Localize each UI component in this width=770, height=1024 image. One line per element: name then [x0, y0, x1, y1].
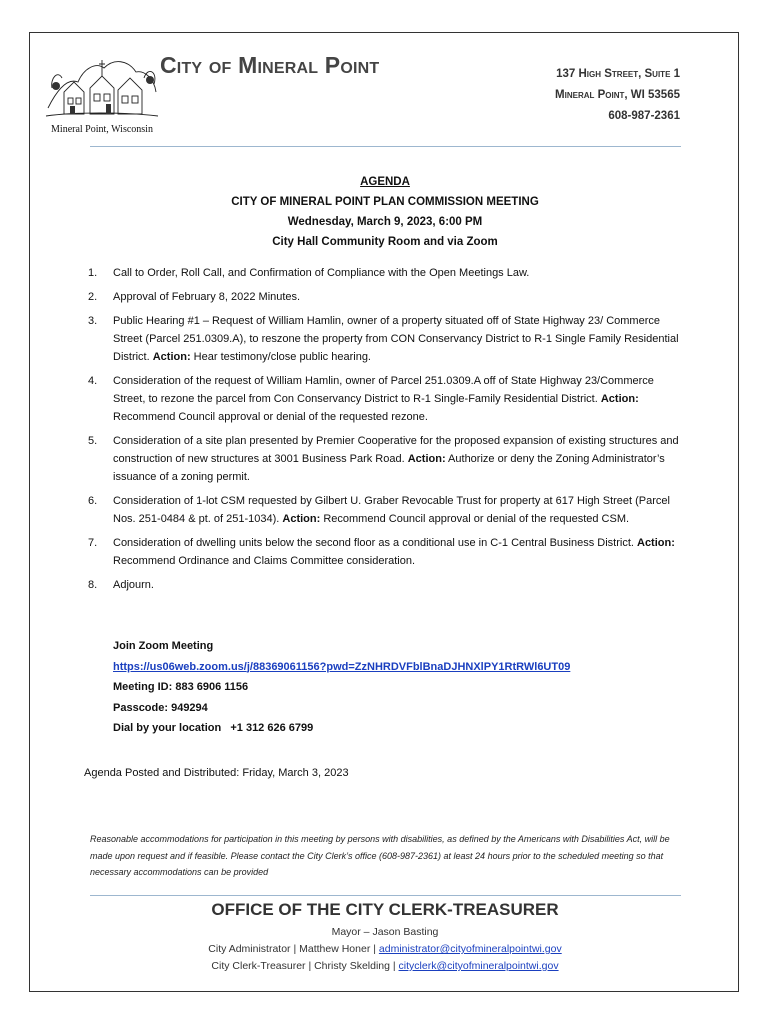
administrator-line: [0, 941, 770, 958]
agenda-item: [84, 312, 684, 366]
item-number: 8.: [88, 579, 98, 591]
agenda-items: [84, 264, 684, 600]
meeting-date-time: Wednesday, March 9, 2023, 6:00 PM: [287, 216, 483, 228]
item-text: Consideration of a site plan presented by Premier Cooperative for the proposed expansion of existing structures and construction of new structures at 3001 Business Park Road.: [113, 435, 679, 465]
clerk-email-link[interactable]: cityclerk@cityofmineralpointwi.gov: [398, 960, 559, 972]
zoom-join-label: Join Zoom Meeting: [113, 640, 214, 652]
agenda-item: [84, 288, 684, 306]
item-number: 4.: [88, 375, 98, 387]
city-sketch-icon: [44, 48, 160, 122]
office-title: OFFICE OF THE CITY CLERK-TREASURER: [211, 900, 559, 919]
item-number: 1.: [88, 267, 98, 279]
item-text: Adjourn.: [113, 579, 154, 591]
agenda-item: [84, 576, 684, 594]
action-label: Action:: [407, 453, 446, 465]
agenda-item: [84, 432, 684, 486]
action-label: Action:: [282, 513, 321, 525]
logo-caption: Mineral Point, Wisconsin: [51, 124, 153, 135]
phone-number: 608-987-2361: [608, 110, 680, 122]
agenda-title: AGENDA: [360, 176, 410, 188]
item-text: Approval of February 8, 2022 Minutes.: [113, 291, 301, 303]
action-text: Recommend Ordinance and Claims Committee consideration.: [113, 555, 416, 567]
item-number: 2.: [88, 291, 98, 303]
action-text: Authorize or deny the Zoning Administrator’s issuance of a zoning permit.: [113, 453, 665, 483]
posted-date: Agenda Posted and Distributed: Friday, March 3, 2023: [84, 767, 349, 779]
city-logo: [44, 48, 160, 138]
item-text: Consideration of dwelling units below the second floor as a conditional use in C-1 Central Business District.: [113, 537, 637, 549]
action-text: Hear testimony/close public hearing.: [190, 351, 371, 363]
action-label: Action:: [637, 537, 675, 549]
action-label: Action:: [152, 351, 191, 363]
meeting-location: City Hall Community Room and via Zoom: [272, 236, 498, 248]
zoom-info: [113, 636, 570, 739]
item-number: 3.: [88, 315, 98, 327]
administrator-label: City Administrator | Matthew Honer |: [208, 943, 379, 955]
agenda-item: [84, 534, 684, 570]
item-text: Consideration of 1-lot CSM requested by Gilbert U. Graber Revocable Trust for property at 617 High Street (Parcel Nos. 251-0484 & pt. of 251-1034).: [113, 495, 670, 525]
header-divider: [90, 146, 681, 147]
action-text: Recommend Council approval or denial of the requested rezone.: [113, 411, 428, 423]
item-text: Call to Order, Roll Call, and Confirmation of Compliance with the Open Meetings Law.: [113, 267, 530, 279]
zoom-meeting-id: Meeting ID: 883 6906 1156: [113, 681, 249, 693]
item-number: 5.: [88, 435, 98, 447]
item-number: 6.: [88, 495, 98, 507]
agenda-item: [84, 372, 684, 426]
item-text: Consideration of the request of William Hamlin, owner of Parcel 251.0309.A off of State Highway 23/Commerce Street, to rezone the parcel from Con Conservancy District to R-1 Single-Family Residential District.: [113, 375, 654, 405]
agenda-item: [84, 492, 684, 528]
action-text: Recommend Council approval or denial of the requested CSM.: [320, 513, 630, 525]
accessibility-notice: Reasonable accommodations for participation in this meeting by persons with disabilities, as defined by the Americans with Disabilities Act, will be made upon request and if feasible. Please contact the City Clerk’s office (608-987-2361) at least 24 hours prior to the scheduled meeting so that necessary accommodations can be provided: [90, 834, 670, 877]
address-line-1: 137 High Street, Suite 1: [556, 68, 680, 80]
footer-contacts: [0, 924, 770, 975]
clerk-label: City Clerk-Treasurer | Christy Skelding |: [211, 960, 399, 972]
action-label: Action:: [600, 393, 639, 405]
item-text: Public Hearing #1 – Request of William Hamlin, owner of a property situated off of State Highway 23/ Commerce Street (Parcel 251.0309.A), to reszone the property from CON Conservancy District to R-1 Single Family Residential District.: [113, 315, 679, 363]
address-line-2: Mineral Point, WI 53565: [555, 89, 680, 101]
mayor-line: Mayor – Jason Basting: [331, 926, 439, 938]
address-block: [555, 64, 680, 127]
agenda-heading-block: [0, 172, 770, 252]
zoom-passcode: Passcode: 949294: [113, 701, 208, 714]
zoom-dial-in: Dial by your location +1 312 626 6799: [113, 722, 314, 734]
city-name: City of Mineral Point: [160, 52, 380, 78]
agenda-item: [84, 264, 684, 282]
administrator-email-link[interactable]: administrator@cityofmineralpointwi.gov: [378, 943, 562, 955]
zoom-meeting-link[interactable]: https://us06web.zoom.us/j/88369061156?pwd=ZzNHRDVFblBnaDJHNXlPY1RtRWl6UT09: [113, 660, 571, 673]
meeting-title: CITY OF MINERAL POINT PLAN COMMISSION MEETING: [231, 196, 539, 208]
clerk-line: [0, 958, 770, 975]
item-number: 7.: [88, 537, 98, 549]
footer-divider: [90, 895, 681, 896]
